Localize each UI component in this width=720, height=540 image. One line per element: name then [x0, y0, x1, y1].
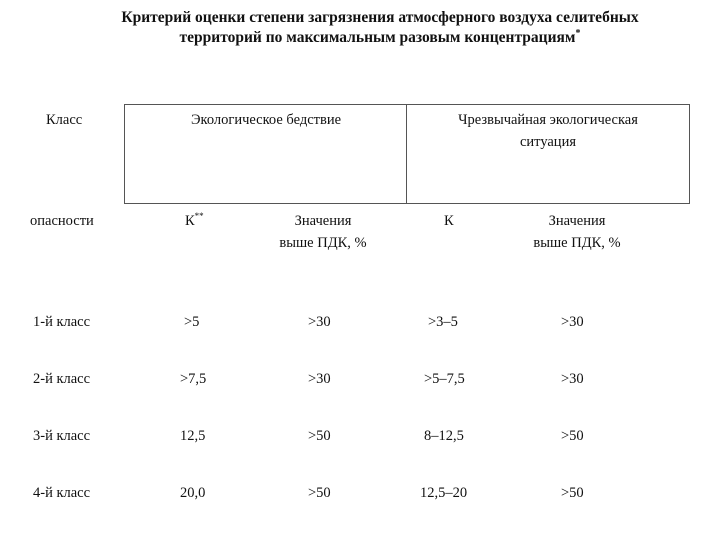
row-values2: >50 — [561, 428, 584, 444]
header-values2-line-1: Значения — [548, 213, 606, 229]
title-footnote-mark: * — [575, 28, 581, 39]
row-class: 2-й класс — [33, 371, 91, 387]
header-values2 — [533, 210, 620, 254]
row-values2: >30 — [561, 371, 584, 387]
header-k1 — [185, 210, 204, 232]
title-line-1: Критерий оценки степени загрязнения атмосферного воздуха селитебных — [121, 9, 639, 26]
row-values1: >50 — [308, 428, 331, 444]
row-class: 3-й класс — [33, 428, 91, 444]
row-class: 1-й класс — [33, 314, 91, 330]
row-k2: 12,5–20 — [420, 485, 468, 501]
header-k1-footnote-mark: ** — [194, 211, 204, 221]
header-values2-line-2: выше ПДК, % — [533, 235, 621, 251]
row-class: 4-й класс — [33, 485, 91, 501]
row-values1: >30 — [308, 371, 331, 387]
row-k2: >5–7,5 — [424, 371, 465, 387]
header-group-emergency-line-1: Чрезвычайная экологическая — [458, 112, 638, 128]
row-values2: >30 — [561, 314, 584, 330]
title-line-2-text: территорий по максимальным разовым концентрациям — [179, 29, 576, 46]
header-frame-divider — [406, 104, 407, 204]
document-title — [0, 8, 720, 48]
header-values1-line-1: Значения — [294, 213, 352, 229]
header-group-disaster: Экологическое бедствие — [190, 112, 342, 128]
row-k1: >5 — [184, 314, 200, 330]
row-k2: >3–5 — [428, 314, 458, 330]
header-danger-label: опасности — [30, 213, 94, 229]
row-values1: >50 — [308, 485, 331, 501]
row-k1: 12,5 — [180, 428, 206, 444]
title-line-2 — [0, 28, 720, 48]
header-values1 — [279, 210, 366, 254]
row-k1: >7,5 — [180, 371, 207, 387]
header-values1-line-2: выше ПДК, % — [279, 235, 367, 251]
header-group-emergency-line-2: ситуация — [519, 134, 577, 150]
header-class-label: Класс — [46, 112, 83, 128]
header-k1-text: К — [185, 213, 195, 229]
row-k2: 8–12,5 — [424, 428, 464, 444]
row-values1: >30 — [308, 314, 331, 330]
row-k1: 20,0 — [180, 485, 206, 501]
header-k2: К — [444, 213, 454, 229]
row-values2: >50 — [561, 485, 584, 501]
header-group-emergency — [458, 109, 638, 153]
